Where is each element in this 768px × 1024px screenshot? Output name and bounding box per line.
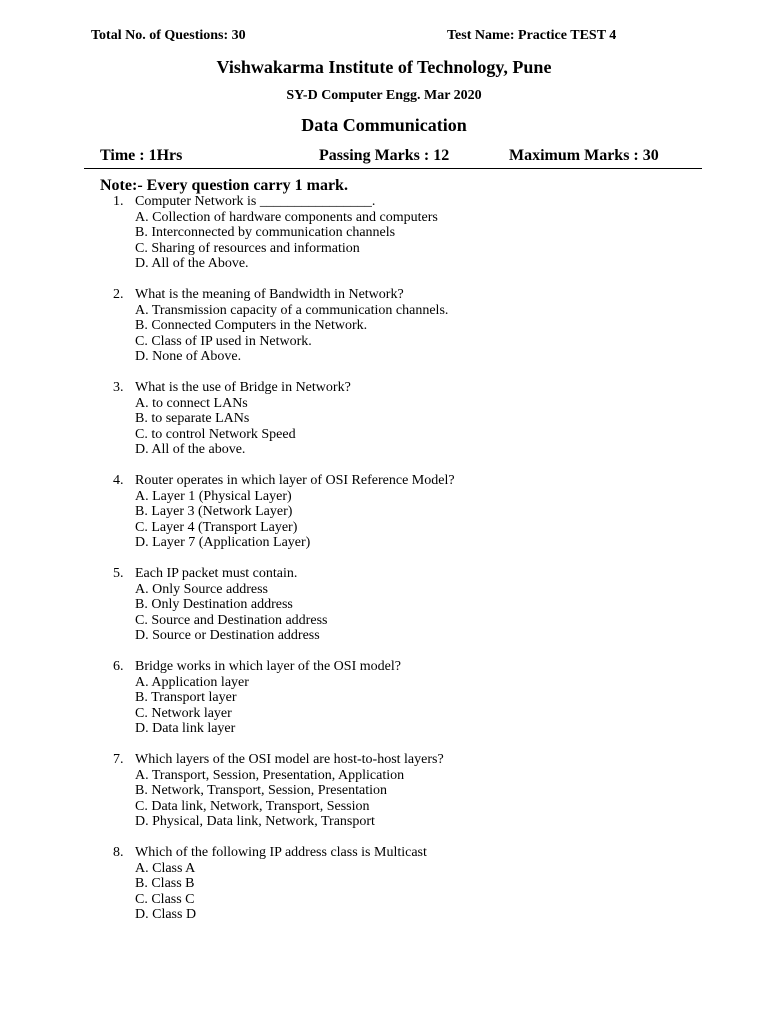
option-b: B. Connected Computers in the Network. bbox=[135, 318, 368, 333]
option-d: D. All of the above. bbox=[135, 442, 246, 457]
test-name: Test Name: Practice TEST 4 bbox=[447, 28, 617, 43]
question-text: Each IP packet must contain. bbox=[135, 566, 298, 581]
question-item bbox=[0, 566, 768, 644]
option-c: C. to control Network Speed bbox=[135, 426, 296, 442]
paper-meta-row bbox=[0, 28, 768, 48]
question-text: What is the use of Bridge in Network? bbox=[135, 380, 351, 395]
question-item bbox=[0, 473, 768, 551]
question-text: Which layers of the OSI model are host-to-host layers? bbox=[135, 752, 444, 767]
option-d: D. All of the Above. bbox=[135, 256, 249, 271]
question-number: 5. bbox=[113, 566, 124, 581]
question-item bbox=[0, 752, 768, 830]
subject-title: Data Communication bbox=[301, 115, 467, 135]
option-b: B. Interconnected by communication channels bbox=[135, 225, 396, 240]
question-number: 1. bbox=[113, 194, 124, 209]
option-d: D. None of Above. bbox=[135, 349, 242, 364]
option-d: D. Layer 7 (Application Layer) bbox=[135, 535, 311, 550]
option-b: B. Class B bbox=[135, 876, 195, 891]
option-c: C. Sharing of resources and information bbox=[135, 240, 360, 256]
option-c: C. Source and Destination address bbox=[135, 612, 328, 628]
option-d: D. Physical, Data link, Network, Transport bbox=[135, 814, 375, 829]
question-text: Which of the following IP address class is Multicast bbox=[135, 845, 427, 860]
option-c: C. Network layer bbox=[135, 705, 232, 721]
question-item bbox=[0, 194, 768, 272]
question-number: 2. bbox=[113, 287, 124, 302]
question-text: What is the meaning of Bandwidth in Network? bbox=[135, 287, 404, 302]
question-number: 4. bbox=[113, 473, 124, 488]
note: Note:- Every question carry 1 mark. bbox=[100, 177, 348, 194]
header-divider bbox=[84, 168, 702, 169]
option-c: C. Class of IP used in Network. bbox=[135, 333, 312, 349]
maximum-marks: Maximum Marks : 30 bbox=[509, 147, 659, 164]
question-item bbox=[0, 845, 768, 923]
option-d: D. Data link layer bbox=[135, 721, 236, 736]
question-number: 3. bbox=[113, 380, 124, 395]
option-a: A. Application layer bbox=[135, 674, 249, 690]
class-line: SY-D Computer Engg. Mar 2020 bbox=[286, 88, 482, 103]
option-b: B. Layer 3 (Network Layer) bbox=[135, 504, 293, 519]
option-a: A. Transmission capacity of a communication channels. bbox=[135, 302, 449, 318]
question-number: 8. bbox=[113, 845, 124, 860]
question-list bbox=[0, 194, 768, 938]
question-text: Computer Network is ________________. bbox=[135, 194, 376, 209]
total-questions: Total No. of Questions: 30 bbox=[91, 28, 246, 43]
institute-name: Vishwakarma Institute of Technology, Pune bbox=[216, 57, 552, 77]
question-item bbox=[0, 287, 768, 365]
question-item bbox=[0, 659, 768, 737]
question-text: Router operates in which layer of OSI Reference Model? bbox=[135, 473, 455, 488]
option-a: A. to connect LANs bbox=[135, 395, 248, 411]
option-c: C. Data link, Network, Transport, Session bbox=[135, 798, 370, 814]
question-item bbox=[0, 380, 768, 458]
option-c: C. Layer 4 (Transport Layer) bbox=[135, 519, 298, 535]
option-a: A. Layer 1 (Physical Layer) bbox=[135, 488, 292, 504]
time-allowed: Time : 1Hrs bbox=[100, 147, 183, 164]
option-d: D. Class D bbox=[135, 907, 197, 922]
option-a: A. Only Source address bbox=[135, 581, 268, 597]
question-number: 6. bbox=[113, 659, 124, 674]
option-b: B. to separate LANs bbox=[135, 411, 250, 426]
passing-marks: Passing Marks : 12 bbox=[319, 147, 450, 164]
option-a: A. Collection of hardware components and computers bbox=[135, 209, 438, 225]
question-number: 7. bbox=[113, 752, 124, 767]
option-a: A. Transport, Session, Presentation, Application bbox=[135, 767, 405, 783]
option-b: B. Only Destination address bbox=[135, 597, 293, 612]
option-b: B. Network, Transport, Session, Presentation bbox=[135, 783, 387, 798]
question-text: Bridge works in which layer of the OSI model? bbox=[135, 659, 401, 674]
option-c: C. Class C bbox=[135, 891, 195, 907]
option-a: A. Class A bbox=[135, 860, 196, 876]
option-d: D. Source or Destination address bbox=[135, 628, 320, 643]
option-b: B. Transport layer bbox=[135, 690, 237, 705]
